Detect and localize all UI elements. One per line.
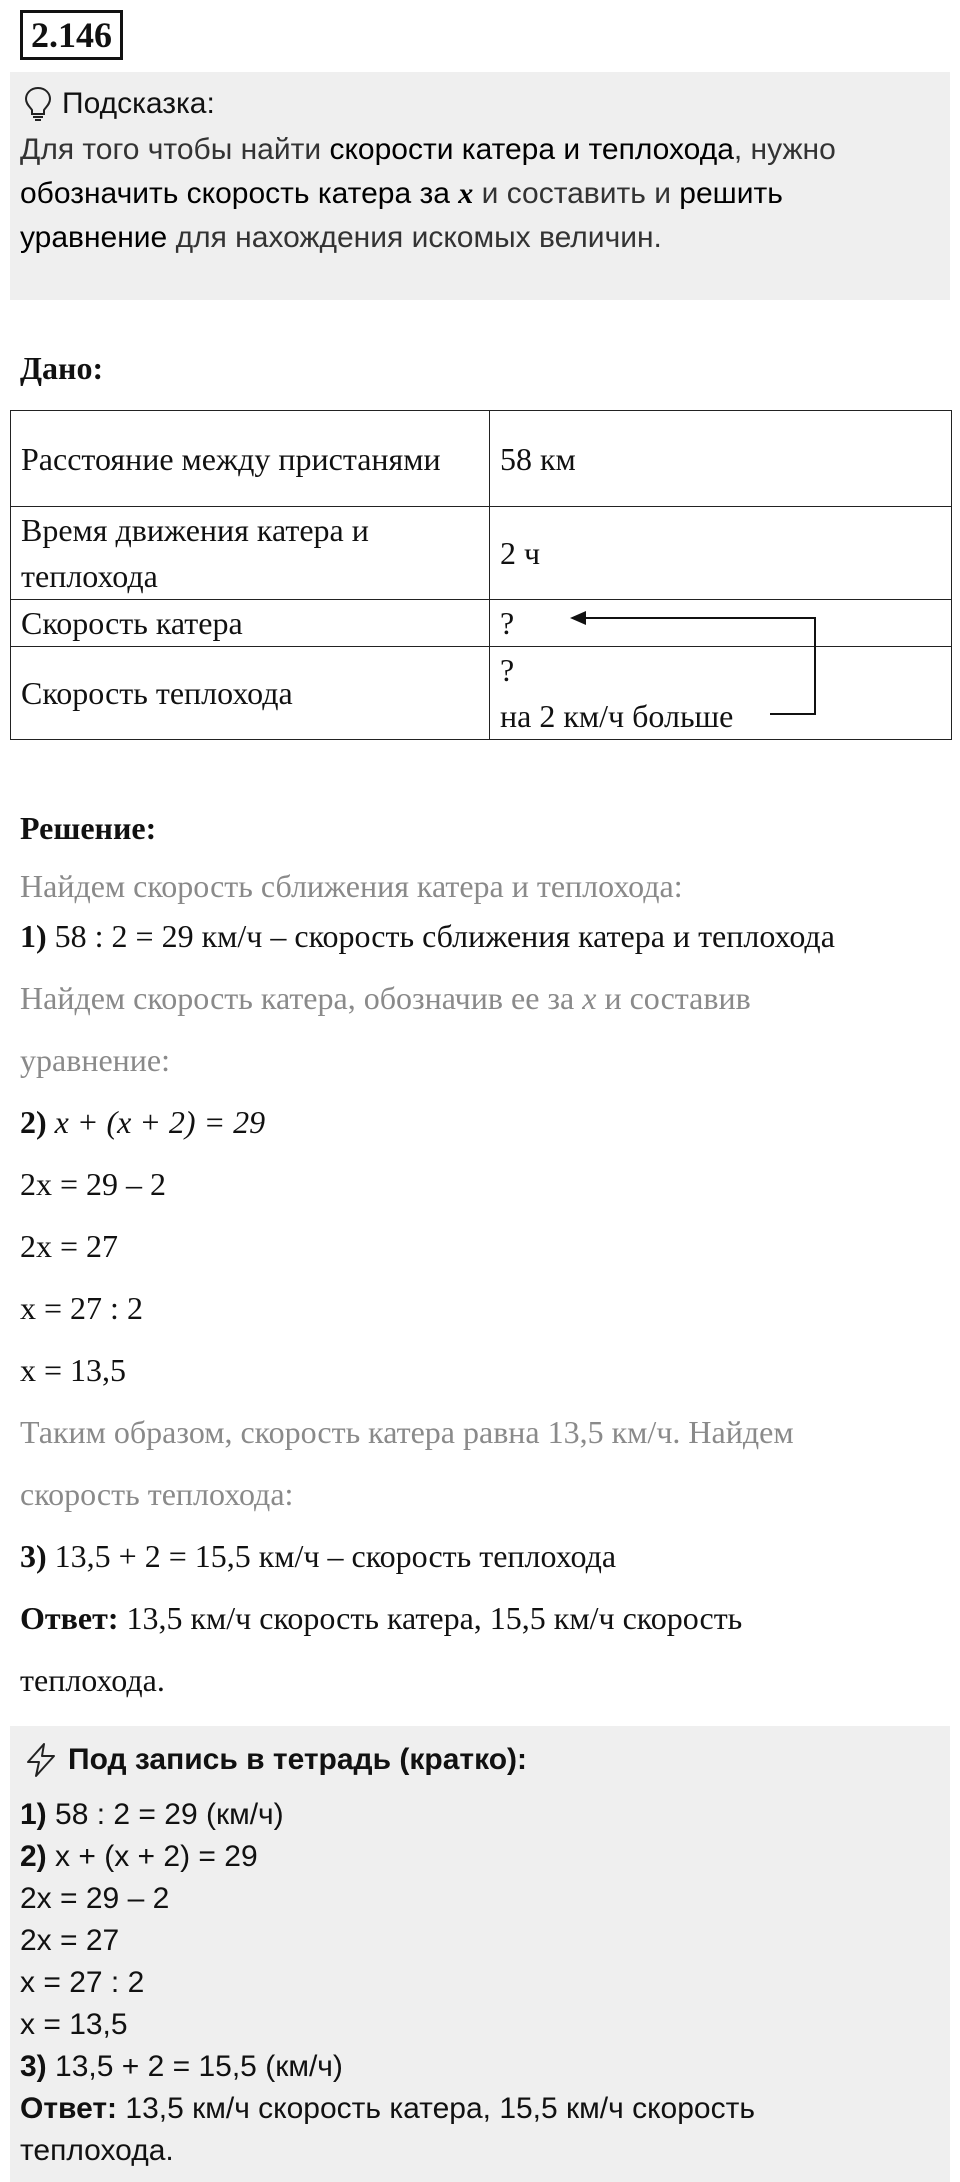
solution-intro (20, 978, 751, 1018)
hint-title-text: Подсказка: (62, 87, 215, 120)
hint-variable: x (458, 177, 474, 210)
given-label: Время движения катера и теплохода (11, 507, 490, 600)
given-value: 58 км (490, 411, 952, 507)
solution-title: Решение: (20, 810, 157, 846)
variable: x (582, 980, 597, 1016)
lightbulb-icon (24, 86, 52, 122)
hint-box (10, 72, 950, 300)
answer (20, 1598, 742, 1638)
hint-text-part: , нужно (733, 133, 836, 166)
intro-text: Найдем скорость катера, обозначив ее за (20, 980, 583, 1016)
given-label: Расстояние между пристанями (11, 411, 490, 507)
step-number: 3) (20, 2050, 47, 2083)
table-row (11, 411, 952, 507)
note-line: x = 13,5 (20, 2008, 128, 2041)
lightning-icon (24, 1742, 58, 1778)
solution-step (20, 1102, 265, 1142)
given-value-cell (490, 647, 952, 740)
notes-box (10, 1726, 950, 2182)
equation: x = 27 : 2 (20, 1290, 143, 1326)
hint-text-part: и составить и (473, 177, 680, 210)
step-number: 2) (20, 1104, 47, 1140)
equation: x + (x + 2) = 29 (46, 1104, 266, 1140)
solution-intro: скорость теплохода: (20, 1476, 294, 1512)
answer-label: Ответ: (20, 1600, 119, 1636)
note-line: 2x = 27 (20, 1924, 120, 1957)
table-row (11, 600, 952, 647)
given-note: на 2 км/ч больше (500, 698, 734, 734)
solution-step (20, 916, 835, 956)
step-number: 3) (20, 1538, 47, 1574)
given-label: Скорость теплохода (11, 647, 490, 740)
equation: 2x = 29 – 2 (20, 1166, 167, 1202)
note-line: 2x = 29 – 2 (20, 1882, 170, 1915)
step-text: 58 : 2 = 29 км/ч – скорость сближения катера и теплохода (46, 918, 835, 954)
answer-text: 13,5 км/ч скорость катера, 15,5 км/ч скорость (118, 1600, 743, 1636)
hint-text-part: Для того чтобы найти (20, 133, 330, 166)
given-title: Дано: (20, 350, 104, 386)
notes-title-text: Под запись в тетрадь (кратко): (68, 1743, 528, 1776)
note-line (20, 1836, 258, 1878)
answer-label: Ответ: (20, 2092, 118, 2125)
solution-intro: Таким образом, скорость катера равна 13,5 км/ч. Найдем (20, 1414, 794, 1450)
step-number: 2) (20, 1840, 47, 1873)
given-value: ? (490, 600, 952, 647)
note-line: x = 27 : 2 (20, 1966, 145, 1999)
hint-highlight: решить (679, 177, 783, 210)
notes-title (24, 1740, 527, 1780)
solution-intro: Найдем скорость сближения катера и теплохода: (20, 868, 683, 904)
hint-highlight: скорости катера и теплохода (329, 133, 734, 166)
note-text: x + (x + 2) = 29 (46, 1840, 258, 1873)
intro-text: и составив (596, 980, 751, 1016)
hint-title (24, 84, 215, 124)
table-row (11, 507, 952, 600)
hint-text (20, 128, 940, 260)
table-row (11, 647, 952, 740)
task-number: 2.146 (20, 10, 123, 60)
given-value: ? (500, 652, 515, 688)
solution-step (20, 1536, 616, 1576)
hint-text-part: для нахождения искомых величин. (167, 221, 662, 254)
hint-highlight: обозначить скорость катера за (20, 177, 459, 210)
note-line (20, 2046, 343, 2088)
note-text: 13,5 + 2 = 15,5 (км/ч) (46, 2050, 343, 2083)
step-text: 13,5 + 2 = 15,5 км/ч – скорость теплохода (46, 1538, 617, 1574)
step-number: 1) (20, 918, 47, 954)
given-label: Скорость катера (11, 600, 490, 647)
answer-text: 13,5 км/ч скорость катера, 15,5 км/ч скорость (117, 2092, 755, 2125)
solution-intro: уравнение: (20, 1042, 170, 1078)
note-text: 58 : 2 = 29 (км/ч) (46, 1798, 284, 1831)
equation: 2x = 27 (20, 1228, 119, 1264)
answer: теплохода. (20, 1662, 165, 1698)
given-table (10, 410, 952, 740)
step-number: 1) (20, 1798, 47, 1831)
equation: x = 13,5 (20, 1352, 127, 1388)
note-answer (20, 2088, 755, 2130)
note-answer: теплохода. (20, 2134, 174, 2167)
given-value: 2 ч (490, 507, 952, 600)
note-line (20, 1794, 284, 1836)
hint-highlight: уравнение (20, 221, 168, 254)
